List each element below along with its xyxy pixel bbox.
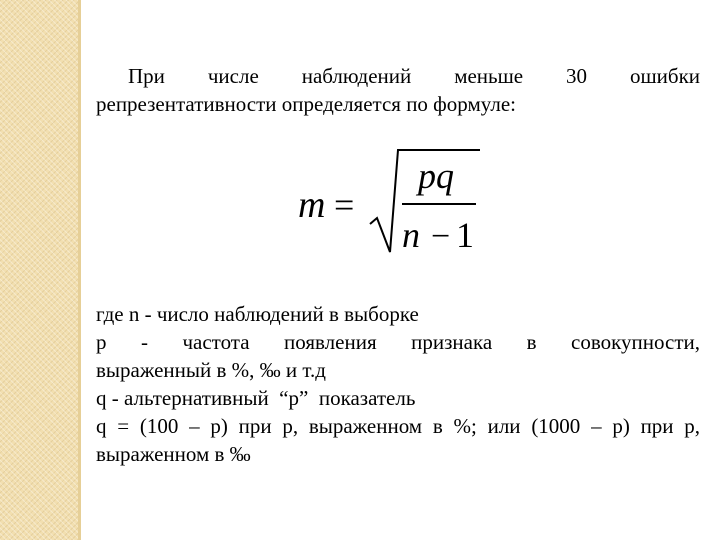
legend-word: p, bbox=[282, 414, 299, 438]
decorative-side-strip bbox=[0, 0, 78, 540]
formula-svg bbox=[290, 144, 510, 264]
legend-word: - bbox=[140, 330, 148, 354]
intro-paragraph bbox=[96, 62, 700, 118]
legend-word: совокупности, bbox=[571, 330, 701, 354]
legend-word: p, bbox=[684, 414, 701, 438]
intro-line-2: репрезентативности определяется по формуле: bbox=[96, 92, 516, 116]
side-strip-border bbox=[78, 0, 81, 540]
legend-word: – bbox=[591, 414, 602, 438]
formula-denominator-const: 1 bbox=[456, 215, 474, 255]
legend-word: при bbox=[238, 414, 272, 438]
legend-word: в bbox=[526, 330, 537, 354]
legend-paragraph bbox=[96, 300, 700, 468]
intro-word: числе bbox=[207, 64, 259, 88]
formula-lhs: m bbox=[298, 184, 326, 226]
legend-word: (100 bbox=[139, 414, 179, 438]
legend-word: (1000 bbox=[531, 414, 581, 438]
legend-word: выраженном bbox=[308, 414, 423, 438]
legend-line-2 bbox=[96, 328, 700, 356]
legend-word: при bbox=[640, 414, 674, 438]
legend-word: p bbox=[96, 330, 107, 354]
error-formula bbox=[290, 144, 510, 264]
formula-numerator: pq bbox=[418, 156, 454, 196]
legend-word: p) bbox=[210, 414, 228, 438]
legend-line-5 bbox=[96, 412, 700, 440]
legend-word: частота bbox=[182, 330, 250, 354]
intro-word: 30 bbox=[566, 64, 588, 88]
legend-line-3: выраженный в %, ‰ и т.д bbox=[96, 358, 326, 382]
intro-line-1 bbox=[96, 62, 700, 90]
formula-denominator-var: n bbox=[402, 215, 420, 255]
intro-word: ошибки bbox=[629, 64, 701, 88]
legend-line-1: где n - число наблюдений в выборке bbox=[96, 302, 419, 326]
legend-word: в bbox=[432, 414, 443, 438]
legend-word: %; bbox=[453, 414, 477, 438]
legend-line-4: q - альтернативный “p” показатель bbox=[96, 386, 416, 410]
intro-word: наблюдений bbox=[301, 64, 412, 88]
legend-word: признака bbox=[411, 330, 493, 354]
legend-word: появления bbox=[284, 330, 377, 354]
formula-equals: = bbox=[334, 185, 355, 225]
legend-word: = bbox=[117, 414, 130, 438]
legend-word: – bbox=[189, 414, 200, 438]
legend-line-6: выраженном в ‰ bbox=[96, 442, 251, 466]
legend-word: или bbox=[487, 414, 521, 438]
legend-word: p) bbox=[612, 414, 630, 438]
legend-word: q bbox=[96, 414, 107, 438]
intro-word: меньше bbox=[454, 64, 524, 88]
formula-denominator-minus: − bbox=[431, 218, 451, 255]
intro-word: При bbox=[128, 64, 165, 88]
